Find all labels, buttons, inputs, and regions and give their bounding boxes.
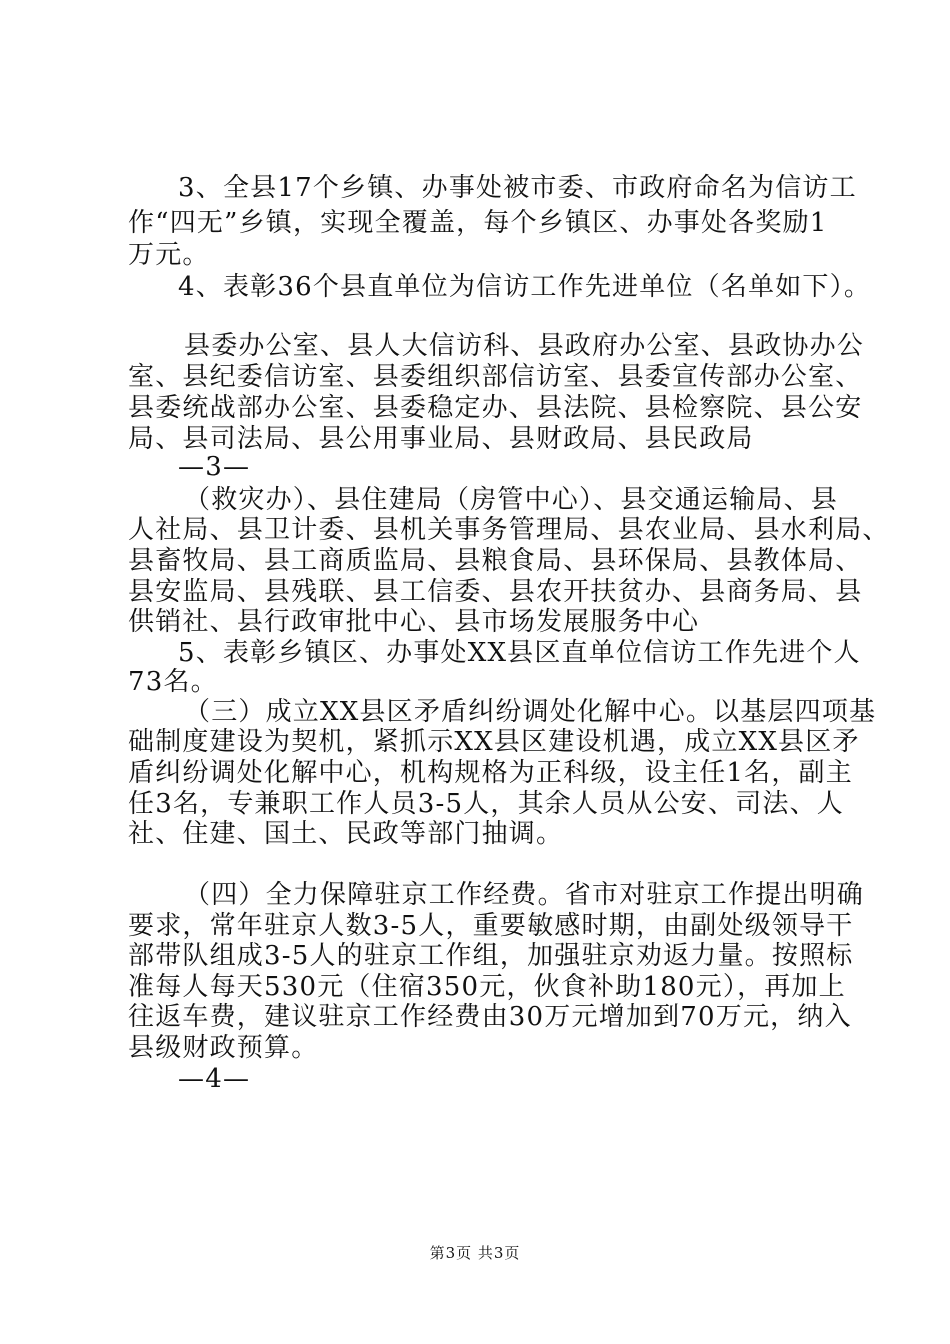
text-line: （三）成立XX县区矛盾纠纷调处化解中心。以基层四项基 [184,697,877,727]
text-line: 础制度建设为契机，紧抓示XX县区建设机遇，成立XX县区矛 [128,727,860,757]
text-line: （救灾办）、县住建局（房管中心）、县交通运输局、县 [184,485,839,515]
text-line: 5、表彰乡镇区、办事处XX县区直单位信访工作先进个人 [178,638,861,668]
text-line: 作“四无”乡镇，实现全覆盖，每个乡镇区、办事处各奖励1 [128,208,828,238]
page-marker: —4— [178,1064,251,1094]
text-line: 准每人每天530元（住宿350元，伙食补助180元），再加上 [128,972,846,1002]
text-line: 人社局、县卫计委、县机关事务管理局、县农业局、县水利局、 [128,515,890,545]
text-line: 部带队组成3-5人的驻京工作组，加强驻京劝返力量。按照标 [128,941,854,971]
text-line: 往返车费，建议驻京工作经费由30万元增加到70万元，纳入 [128,1002,852,1032]
text-line: 要求，常年驻京人数3-5人，重要敏感时期，由副处级领导干 [128,911,854,941]
text-line: 局、县司法局、县公用事业局、县财政局、县民政局 [128,424,754,454]
text-line: 4、表彰36个县直单位为信访工作先进单位（名单如下）。 [178,272,872,302]
text-line: 任3名，专兼职工作人员3-5人，其余人员从公安、司法、人 [128,789,845,819]
text-line: 县委统战部办公室、县委稳定办、县法院、县检察院、县公安 [128,393,863,423]
text-line: 县安监局、县残联、县工信委、县农开扶贫办、县商务局、县 [128,577,863,607]
page-footer: 第3页 共3页 [429,1244,521,1262]
text-line: 社、住建、国土、民政等部门抽调。 [128,819,564,849]
text-line: 万元。 [128,240,210,270]
text-line: 县委办公室、县人大信访科、县政府办公室、县政协办公 [184,331,865,361]
text-line: 县级财政预算。 [128,1033,319,1063]
text-line: 室、县纪委信访室、县委组织部信访室、县委宣传部办公室、 [128,362,863,392]
page-marker: —3— [178,452,251,482]
text-line: 73名。 [128,667,218,697]
text-line: （四）全力保障驻京工作经费。省市对驻京工作提出明确 [184,880,865,910]
text-line: 3、全县17个乡镇、办事处被市委、市政府命名为信访工 [178,173,857,203]
text-line: 县畜牧局、县工商质监局、县粮食局、县环保局、县教体局、 [128,546,863,576]
text-line: 供销社、县行政审批中心、县市场发展服务中心 [128,607,700,637]
text-line: 盾纠纷调处化解中心，机构规格为正科级，设主任1名，副主 [128,758,853,788]
